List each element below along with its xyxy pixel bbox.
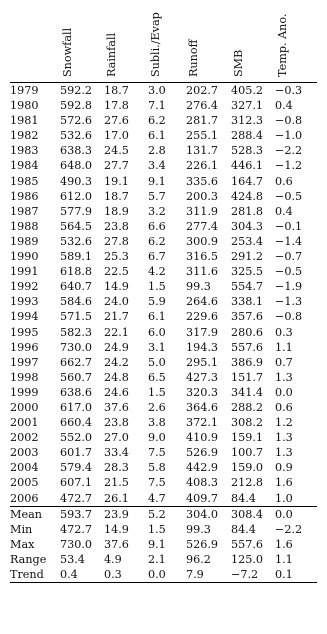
value-cell: 281.7	[186, 114, 219, 128]
table-row	[10, 234, 317, 249]
value-cell: 0.1	[275, 567, 317, 583]
value-cell: 27.7	[104, 159, 129, 173]
value-cell: 33.4	[104, 446, 129, 460]
value-cell: −0.8	[275, 310, 303, 324]
table-row	[10, 475, 317, 490]
value-cell: 6.7	[148, 250, 166, 264]
value-cell: 22.5	[104, 265, 129, 279]
value-cell: 442.9	[186, 461, 219, 475]
value-cell: 291.2	[231, 250, 264, 264]
value-cell: 22.1	[104, 325, 129, 339]
value-cell: 6.6	[148, 219, 166, 233]
value-cell: 14.9	[104, 280, 129, 294]
value-cell: 327.1	[231, 99, 264, 113]
value-cell: 1.3	[275, 446, 293, 460]
value-cell: −1.9	[275, 280, 303, 294]
row-label-cell: 1992	[10, 280, 39, 294]
table-row	[10, 294, 317, 309]
value-cell: 304.3	[231, 219, 264, 233]
value-cell: 1.1	[275, 552, 293, 566]
value-cell: −2.2	[275, 144, 303, 158]
row-label-cell: 2004	[10, 461, 39, 475]
value-cell: 564.5	[60, 219, 93, 233]
value-cell: 577.9	[60, 204, 93, 218]
value-cell: 99.3	[186, 522, 211, 536]
table-row	[10, 340, 317, 355]
value-cell: 364.6	[186, 400, 219, 414]
column-header-rainfall: Rainfall	[104, 0, 148, 83]
value-cell: 212.8	[231, 476, 264, 490]
value-cell: 3.2	[148, 204, 166, 218]
value-cell: 528.3	[231, 144, 264, 158]
value-cell: 660.4	[60, 416, 93, 430]
value-cell: 0.9	[275, 461, 293, 475]
column-header-subli-evap: Subli./Evap	[148, 0, 186, 83]
value-cell: 295.1	[186, 355, 219, 369]
value-cell: 320.3	[186, 385, 219, 399]
header-row	[10, 0, 317, 83]
value-cell: 24.0	[104, 295, 129, 309]
column-header-runoff: Runoff	[186, 0, 231, 83]
value-cell: 3.0	[148, 84, 166, 97]
value-cell: 617.0	[60, 400, 93, 414]
value-cell: 554.7	[231, 280, 264, 294]
value-cell: 357.6	[231, 310, 264, 324]
value-cell: 311.6	[186, 265, 219, 279]
value-cell: 579.4	[60, 461, 93, 475]
value-cell: 24.8	[104, 370, 129, 384]
row-label-cell: 1985	[10, 174, 39, 188]
value-cell: 730.0	[60, 537, 93, 551]
row-label-cell: 1995	[10, 325, 39, 339]
value-cell: 24.9	[104, 340, 129, 354]
value-cell: 592.2	[60, 84, 93, 97]
value-cell: 5.0	[148, 355, 166, 369]
table-row	[10, 249, 317, 264]
table-row	[10, 355, 317, 370]
table-row	[10, 204, 317, 219]
value-cell: 264.6	[186, 295, 219, 309]
value-cell: 281.8	[231, 204, 264, 218]
value-cell: 618.8	[60, 265, 93, 279]
value-cell: 1.6	[275, 476, 293, 490]
value-cell: 7.5	[148, 446, 166, 460]
table-row	[10, 174, 317, 189]
value-cell: 584.6	[60, 295, 93, 309]
value-cell: 28.3	[104, 461, 129, 475]
value-cell: 0.0	[275, 385, 293, 399]
value-cell: 4.2	[148, 265, 166, 279]
value-cell: 164.7	[231, 174, 264, 188]
value-cell: 9.1	[148, 174, 166, 188]
table-row	[10, 83, 317, 99]
value-cell: 14.9	[104, 522, 129, 536]
value-cell: 0.4	[60, 567, 104, 583]
value-cell: 37.6	[104, 537, 129, 551]
value-cell: 7.1	[148, 99, 166, 113]
table-row	[10, 143, 317, 158]
value-cell: 288.4	[231, 129, 264, 143]
value-cell: 312.3	[231, 114, 264, 128]
value-cell: 99.3	[186, 280, 211, 294]
column-header-smb: SMB	[231, 0, 275, 83]
value-cell: 84.4	[231, 522, 256, 536]
value-cell: 6.1	[148, 310, 166, 324]
value-cell: −0.8	[275, 114, 303, 128]
value-cell: 27.6	[104, 114, 129, 128]
column-header-temp-ano: Temp. Ano.	[275, 0, 317, 83]
value-cell: −0.3	[275, 84, 303, 97]
value-cell: 638.3	[60, 144, 93, 158]
value-cell: 557.6	[231, 340, 264, 354]
value-cell: −0.5	[275, 189, 303, 203]
value-cell: 18.7	[104, 189, 129, 203]
row-label-cell: 1979	[10, 84, 39, 97]
row-label-cell: Min	[10, 522, 33, 536]
value-cell: −0.1	[275, 219, 303, 233]
value-cell: 0.4	[275, 99, 293, 113]
row-label-cell: 1981	[10, 114, 39, 128]
value-cell: 26.1	[104, 491, 129, 505]
value-cell: 472.7	[60, 522, 93, 536]
value-cell: 18.9	[104, 204, 129, 218]
table-row	[10, 460, 317, 475]
value-cell: 0.3	[275, 325, 293, 339]
value-cell: 3.4	[148, 159, 166, 173]
value-cell: 6.5	[148, 370, 166, 384]
value-cell: 582.3	[60, 325, 93, 339]
row-label-cell: 1990	[10, 250, 39, 264]
value-cell: 226.1	[186, 159, 219, 173]
value-cell: 24.6	[104, 385, 129, 399]
value-cell: 151.7	[231, 370, 264, 384]
column-header-snowfall: Snowfall	[60, 0, 104, 83]
value-cell: 125.0	[231, 552, 264, 566]
table-row	[10, 385, 317, 400]
value-cell: 526.9	[186, 446, 219, 460]
row-label-cell: 2006	[10, 491, 39, 505]
value-cell: 308.2	[231, 416, 264, 430]
summary-row	[10, 537, 317, 552]
row-label-cell: 1997	[10, 355, 39, 369]
row-label-cell: 1989	[10, 234, 39, 248]
value-cell: 0.4	[275, 204, 293, 218]
value-cell: 424.8	[231, 189, 264, 203]
value-cell: 6.2	[148, 114, 166, 128]
value-cell: 1.6	[275, 537, 293, 551]
value-cell: 25.3	[104, 250, 129, 264]
column-header-year	[10, 0, 60, 83]
row-label-cell: 1980	[10, 99, 39, 113]
value-cell: 9.0	[148, 431, 166, 445]
yearly-rows	[10, 83, 317, 507]
value-cell: 0.6	[275, 174, 293, 188]
value-cell: 0.0	[148, 567, 186, 583]
table-row	[10, 370, 317, 385]
value-cell: 532.6	[60, 129, 93, 143]
value-cell: 18.7	[104, 84, 129, 97]
value-cell: 308.4	[231, 506, 275, 522]
value-cell: 19.1	[104, 174, 129, 188]
value-cell: 386.9	[231, 355, 264, 369]
row-label-cell: 2000	[10, 400, 39, 414]
value-cell: 325.5	[231, 265, 264, 279]
row-label-cell: Range	[10, 552, 47, 566]
table-row	[10, 309, 317, 324]
value-cell: 1.5	[148, 385, 166, 399]
value-cell: 200.3	[186, 189, 219, 203]
value-cell: 23.8	[104, 416, 129, 430]
value-cell: −1.4	[275, 234, 303, 248]
value-cell: 17.0	[104, 129, 129, 143]
value-cell: 409.7	[186, 491, 219, 505]
value-cell: 0.0	[275, 506, 317, 522]
value-cell: 552.0	[60, 431, 93, 445]
table-row	[10, 325, 317, 340]
value-cell: 572.6	[60, 114, 93, 128]
summary-row	[10, 552, 317, 567]
value-cell: 2.8	[148, 144, 166, 158]
value-cell: 131.7	[186, 144, 219, 158]
row-label-cell: Mean	[10, 506, 60, 522]
value-cell: 1.5	[148, 280, 166, 294]
row-label-cell: 1999	[10, 385, 39, 399]
value-cell: 1.3	[275, 370, 293, 384]
value-cell: 5.8	[148, 461, 166, 475]
value-cell: 472.7	[60, 491, 93, 505]
value-cell: 255.1	[186, 129, 219, 143]
value-cell: 5.7	[148, 189, 166, 203]
row-label-cell: 1996	[10, 340, 39, 354]
row-label-cell: 1988	[10, 219, 39, 233]
value-cell: 311.9	[186, 204, 219, 218]
row-label-cell: 1993	[10, 295, 39, 309]
value-cell: 0.6	[275, 400, 293, 414]
value-cell: 601.7	[60, 446, 93, 460]
table-row	[10, 279, 317, 294]
value-cell: 277.4	[186, 219, 219, 233]
value-cell: 194.3	[186, 340, 219, 354]
value-cell: 1.2	[275, 416, 293, 430]
value-cell: 17.8	[104, 99, 129, 113]
value-cell: −0.5	[275, 265, 303, 279]
table-row	[10, 264, 317, 279]
row-label-cell: 1994	[10, 310, 39, 324]
value-cell: 202.7	[186, 84, 219, 97]
table-row	[10, 113, 317, 128]
table-row	[10, 491, 317, 507]
value-cell: 648.0	[60, 159, 93, 173]
value-cell: 571.5	[60, 310, 93, 324]
row-label-cell: 2005	[10, 476, 39, 490]
value-cell: 7.5	[148, 476, 166, 490]
value-cell: 159.0	[231, 461, 264, 475]
value-cell: 490.3	[60, 174, 93, 188]
row-label-cell: 1982	[10, 129, 39, 143]
value-cell: 280.6	[231, 325, 264, 339]
value-cell: 532.6	[60, 234, 93, 248]
value-cell: 2.6	[148, 400, 166, 414]
value-cell: 1.0	[275, 491, 293, 505]
value-cell: −1.3	[275, 295, 303, 309]
value-cell: 6.1	[148, 129, 166, 143]
value-cell: 53.4	[60, 552, 85, 566]
value-cell: 229.6	[186, 310, 219, 324]
value-cell: 560.7	[60, 370, 93, 384]
row-label-cell: 2003	[10, 446, 39, 460]
value-cell: 557.6	[231, 537, 264, 551]
value-cell: 1.5	[148, 522, 166, 536]
value-cell: 335.6	[186, 174, 219, 188]
value-cell: 372.1	[186, 416, 219, 430]
row-label-cell: Max	[10, 537, 35, 551]
value-cell: 405.2	[231, 84, 264, 97]
value-cell: 37.6	[104, 400, 129, 414]
value-cell: 27.0	[104, 431, 129, 445]
row-label-cell: 1983	[10, 144, 39, 158]
value-cell: 24.2	[104, 355, 129, 369]
value-cell: 276.4	[186, 99, 219, 113]
summary-rows	[10, 506, 317, 582]
value-cell: 2.1	[148, 552, 166, 566]
value-cell: 662.7	[60, 355, 93, 369]
value-cell: 6.0	[148, 325, 166, 339]
value-cell: 24.5	[104, 144, 129, 158]
row-label-cell: Trend	[10, 567, 60, 583]
value-cell: 316.5	[186, 250, 219, 264]
value-cell: 1.1	[275, 340, 293, 354]
value-cell: 159.1	[231, 431, 264, 445]
table-row	[10, 445, 317, 460]
row-label-cell: 1987	[10, 204, 39, 218]
value-cell: 84.4	[231, 491, 256, 505]
value-cell: 253.4	[231, 234, 264, 248]
row-label-cell: 2001	[10, 416, 39, 430]
table-row	[10, 219, 317, 234]
value-cell: 3.8	[148, 416, 166, 430]
value-cell: 96.2	[186, 552, 211, 566]
value-cell: 612.0	[60, 189, 93, 203]
table-row	[10, 430, 317, 445]
value-cell: −1.0	[275, 129, 303, 143]
value-cell: 341.4	[231, 385, 264, 399]
summary-row	[10, 522, 317, 537]
value-cell: 7.9	[186, 567, 231, 583]
row-label-cell: 1998	[10, 370, 39, 384]
value-cell: 0.3	[104, 567, 148, 583]
table-row	[10, 189, 317, 204]
value-cell: 593.7	[60, 506, 104, 522]
value-cell: 592.8	[60, 99, 93, 113]
value-cell: 9.1	[148, 537, 166, 551]
value-cell: −1.2	[275, 159, 303, 173]
value-cell: 300.9	[186, 234, 219, 248]
value-cell: 21.5	[104, 476, 129, 490]
value-cell: 338.1	[231, 295, 264, 309]
value-cell: −0.7	[275, 250, 303, 264]
value-cell: 304.0	[186, 506, 231, 522]
value-cell: 4.7	[148, 491, 166, 505]
value-cell: 427.3	[186, 370, 219, 384]
value-cell: 4.9	[104, 552, 122, 566]
value-cell: −7.2	[231, 567, 275, 583]
table-row	[10, 400, 317, 415]
table-row	[10, 98, 317, 113]
summary-row	[10, 567, 317, 583]
value-cell: 317.9	[186, 325, 219, 339]
row-label-cell: 2002	[10, 431, 39, 445]
value-cell: 730.0	[60, 340, 93, 354]
value-cell: 0.7	[275, 355, 293, 369]
table-row	[10, 158, 317, 173]
value-cell: 5.2	[148, 506, 186, 522]
value-cell: 23.9	[104, 506, 148, 522]
value-cell: 5.9	[148, 295, 166, 309]
value-cell: 607.1	[60, 476, 93, 490]
summary-row	[10, 506, 317, 522]
value-cell: 27.8	[104, 234, 129, 248]
value-cell: 100.7	[231, 446, 264, 460]
value-cell: 23.8	[104, 219, 129, 233]
value-cell: 526.9	[186, 537, 219, 551]
data-table	[10, 0, 317, 583]
row-label-cell: 1986	[10, 189, 39, 203]
row-label-cell: 1984	[10, 159, 39, 173]
value-cell: 410.9	[186, 431, 219, 445]
value-cell: 589.1	[60, 250, 93, 264]
table-row	[10, 128, 317, 143]
table-row	[10, 415, 317, 430]
row-label-cell: 1991	[10, 265, 39, 279]
value-cell: 3.1	[148, 340, 166, 354]
value-cell: −2.2	[275, 522, 303, 536]
value-cell: 638.6	[60, 385, 93, 399]
value-cell: 640.7	[60, 280, 93, 294]
value-cell: 21.7	[104, 310, 129, 324]
value-cell: 408.3	[186, 476, 219, 490]
value-cell: 288.2	[231, 400, 264, 414]
value-cell: 1.3	[275, 431, 293, 445]
value-cell: 6.2	[148, 234, 166, 248]
value-cell: 446.1	[231, 159, 264, 173]
